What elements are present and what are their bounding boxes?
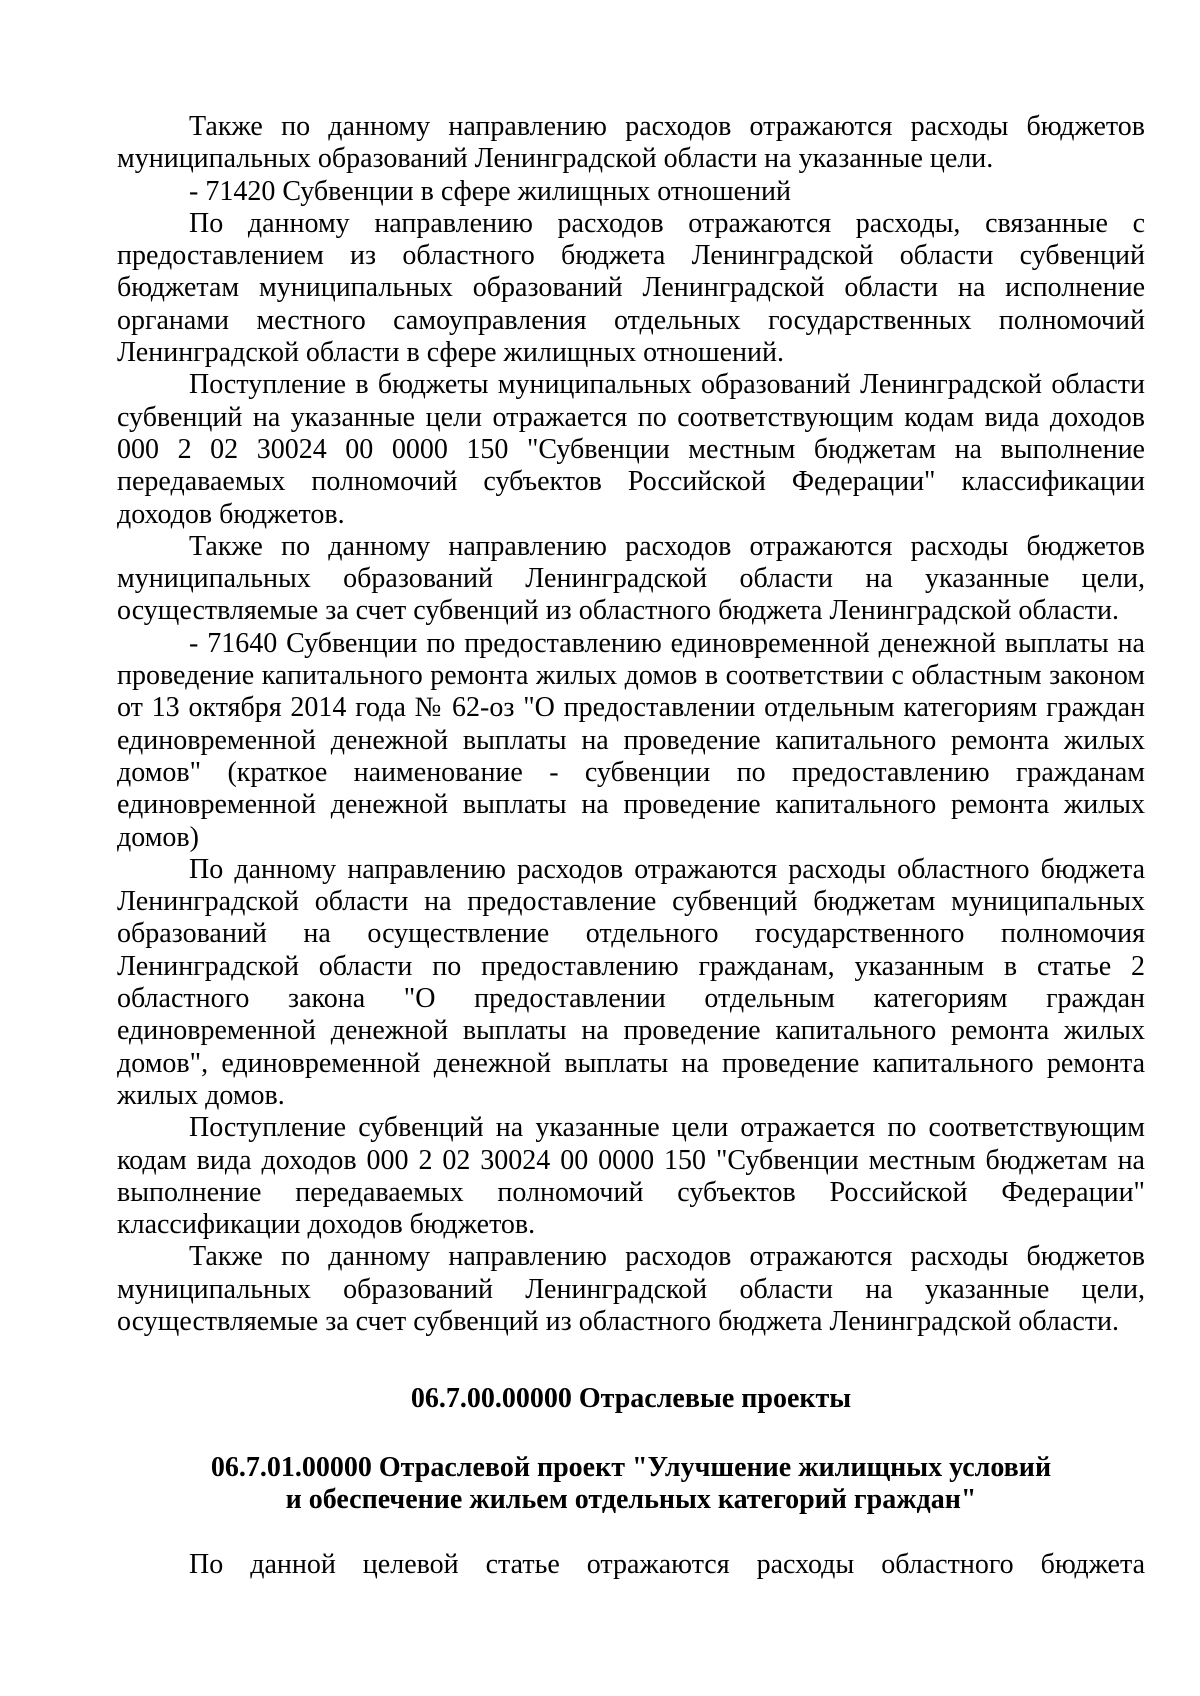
paragraph-71640-description: По данному направлению расходов отражаются расходы областного бюджета Ленинградской области на предоставление субвенций бюджетам муниципальных образований на осуществление отдельного государственного полномочия Ленинградской области по предоставлению гражданам, указанным в статье 2 областного закона "О предоставлении отдельным категориям граждан единовременной денежной выплаты на проведение капитального ремонта жилых домов", единовременной денежной выплаты на проведение капитального ремонта жилых домов. [117, 853, 1145, 1111]
final-paragraph-container [117, 1549, 1145, 1581]
paragraph-budget-expenses-2: Также по данному направлению расходов отражаются расходы бюджетов муниципальных образований Ленинградской области на указанные цели, осуществляемые за счет субвенций из областного бюджета Ленинградской области. [117, 530, 1145, 627]
paragraph-code-71420: - 71420 Субвенции в сфере жилищных отношений [189, 175, 792, 207]
section-heading-text: 06.7.00.00000 Отраслевые проекты [410, 1383, 852, 1414]
paragraph-code-71640: - 71640 Субвенции по предоставлению единовременной денежной выплаты на проведение капитального ремонта жилых домов в соответствии с областным законом от 13 октября 2014 года № 62-оз "О предоставлении отдельным категориям граждан единовременной денежной выплаты на проведение капитального ремонта жилых домов" (краткое наименование - субвенции по предоставлению гражданам единовременной денежной выплаты на проведение капитального ремонта жилых домов) [117, 627, 1145, 853]
paragraph-budget-expenses-3: Также по данному направлению расходов отражаются расходы бюджетов муниципальных образований Ленинградской области на указанные цели, осуществляемые за счет субвенций из областного бюджета Ленинградской области. [117, 1241, 1145, 1337]
paragraph-target-article: По данной целевой статье отражаются расходы областного бюджета [189, 1549, 1145, 1580]
paragraph-71640-income-codes: Поступление субвенций на указанные цели отражается по соответствующим кодам вида доходов 000 2 02 30024 00 0000 150 "Субвенции местным бюджетам на выполнение передаваемых полномочий субъектов Российской Федерации" классификации доходов бюджетов. [117, 1112, 1145, 1241]
paragraph-71420-description: По данному направлению расходов отражаются расходы, связанные с предоставлением из областного бюджета Ленинградской области субвенций бюджетам муниципальных образований Ленинградской области на исполнение органами местного самоуправления отдельных государственных полномочий Ленинградской области в сфере жилищных отношений. [117, 207, 1145, 369]
section-heading-sectoral-projects [117, 1383, 1145, 1415]
document-body [117, 111, 1145, 1338]
section-heading-line-1: 06.7.01.00000 Отраслевой проект "Улучшение жилищных условий [210, 1452, 1052, 1483]
paragraph-71420-income-codes: Поступление в бюджеты муниципальных образований Ленинградской области субвенций на указанные цели отражается по соответствующим кодам вида доходов 000 2 02 30024 00 0000 150 "Субвенции местным бюджетам на выполнение передаваемых полномочий субъектов Российской Федерации" классификации доходов бюджетов. [117, 369, 1145, 530]
paragraph-budget-expenses-1: Также по данному направлению расходов отражаются расходы бюджетов муниципальных образований Ленинградской области на указанные цели. [117, 111, 1145, 175]
section-heading-line-2: и обеспечение жильем отдельных категорий граждан" [285, 1484, 977, 1516]
section-heading-housing-project [117, 1452, 1145, 1517]
